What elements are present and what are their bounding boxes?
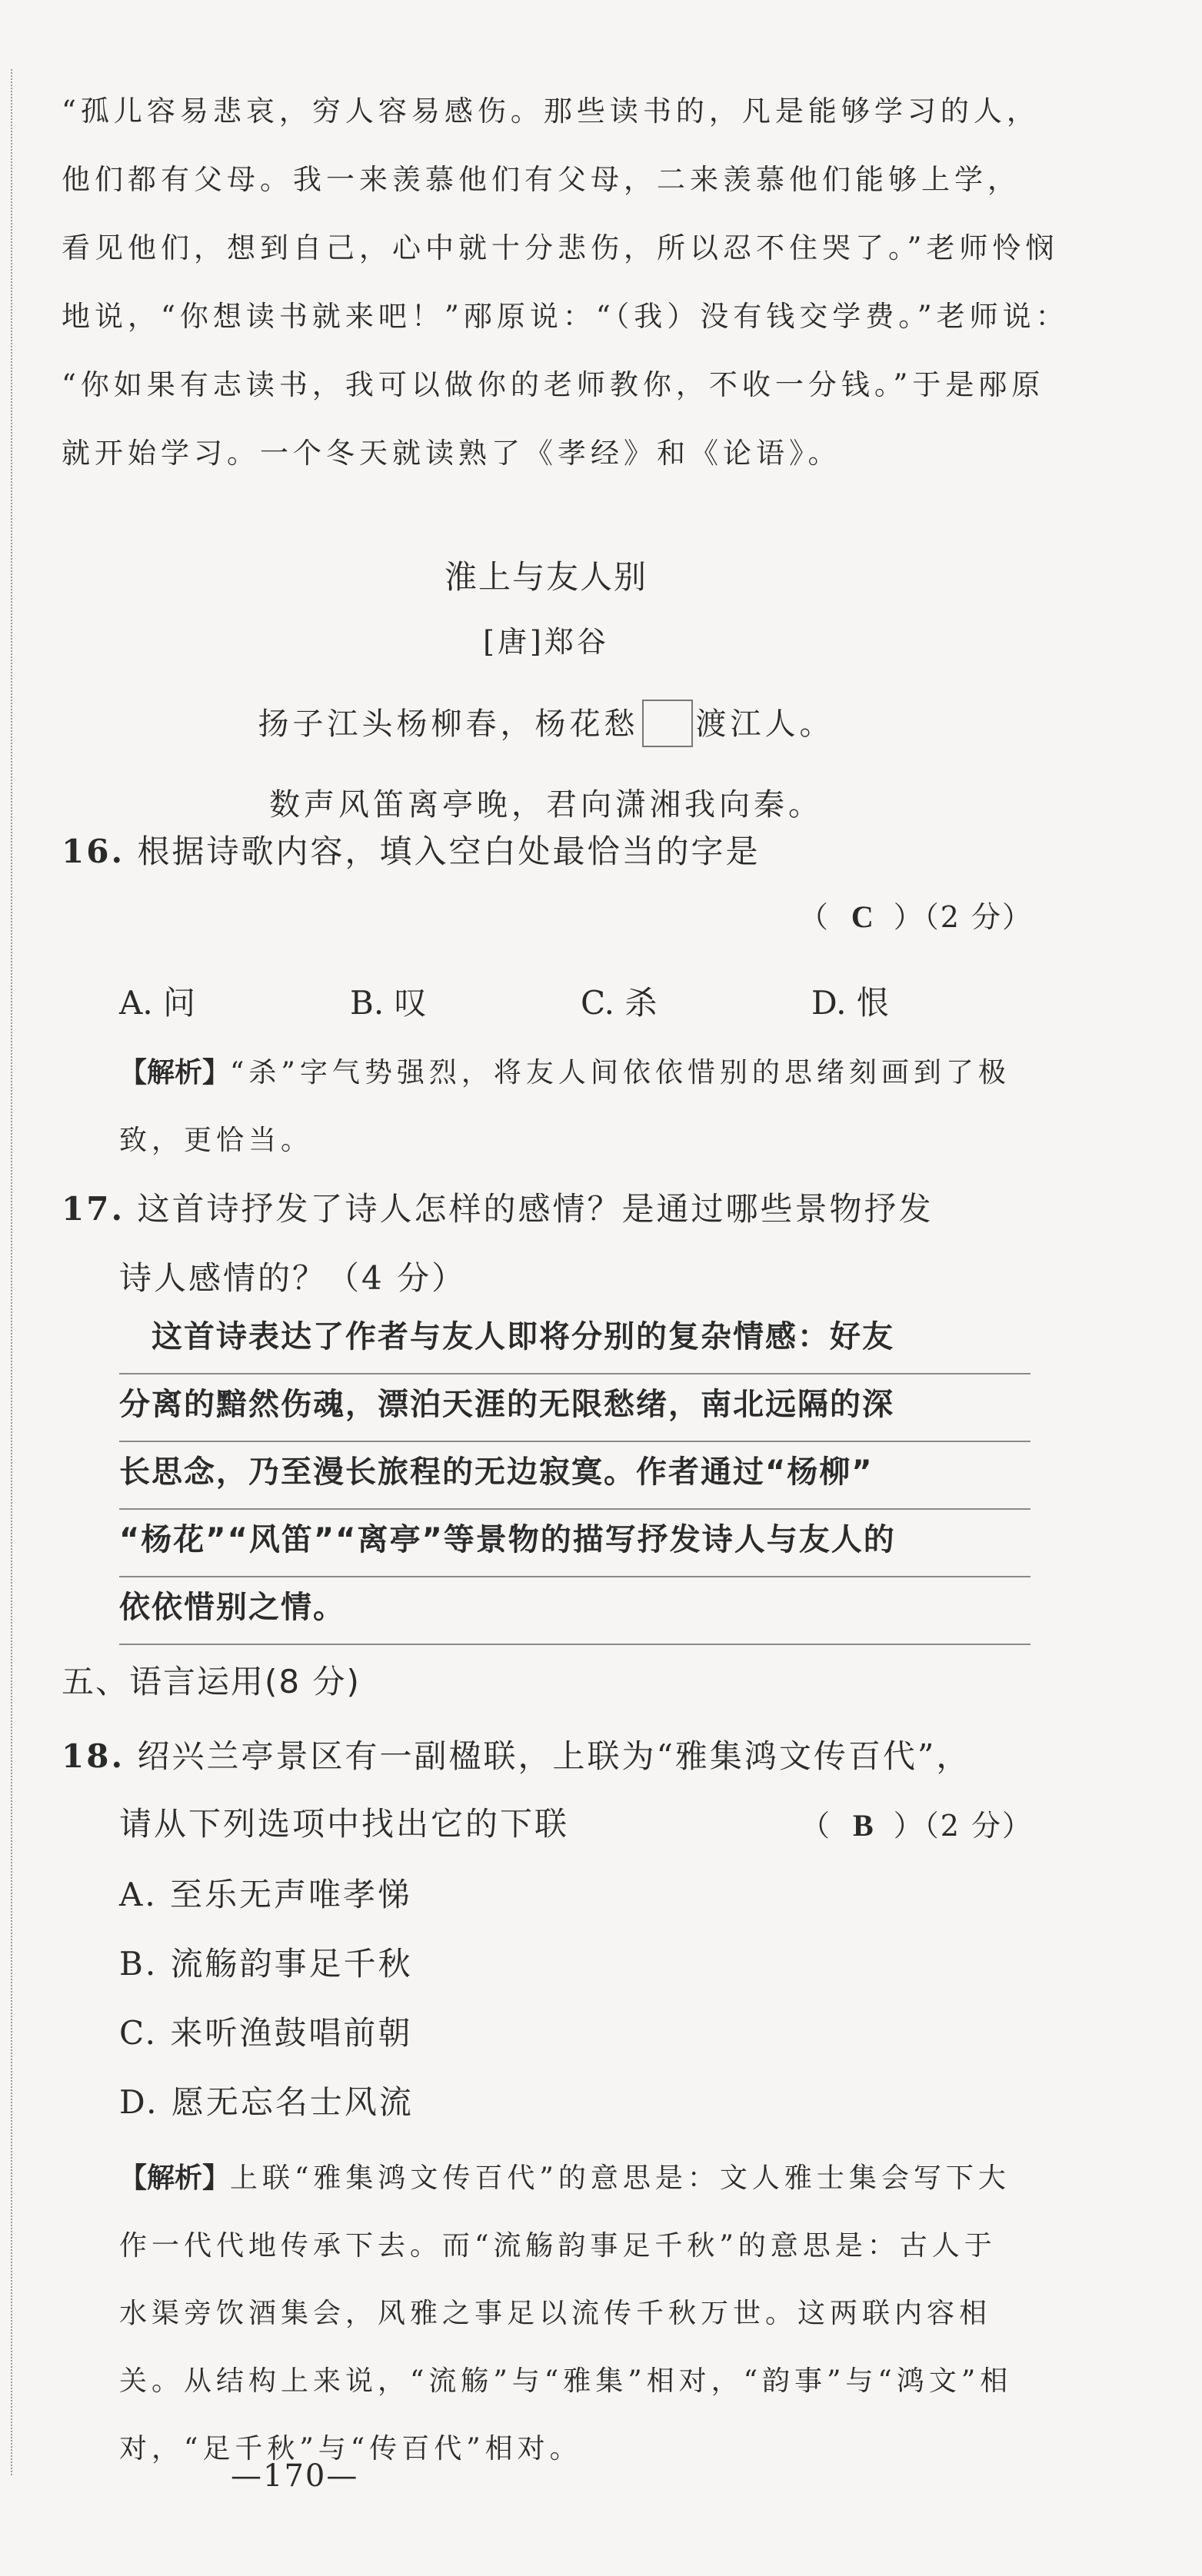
poem-author: [唐]郑谷 xyxy=(483,625,609,659)
option-b[interactable]: B. 叹 xyxy=(350,984,427,1022)
answer-letter: B xyxy=(853,1808,875,1843)
passage-line: “孤儿容易悲哀，穷人容易感伤。那些读书的，凡是能够学习的人， xyxy=(62,95,1040,128)
answer-slot-16 xyxy=(799,893,1033,936)
analysis-text: 作一代代地传承下去。而“流觞韵事足千秋”的意思是：古人于 xyxy=(119,2230,997,2262)
question-text: 绍兴兰亭景区有一副楹联，上联为“雅集鸿文传百代”， xyxy=(137,1737,971,1775)
paren-open: （ xyxy=(801,1809,832,1843)
poem-line-1-before: 扬子江头杨柳春，杨花愁 xyxy=(258,706,639,742)
analysis-text: 上联“雅集鸿文传百代”的意思是：文人雅士集会写下大 xyxy=(230,2162,1011,2194)
answer-line: 长思念，乃至漫长旅程的无边寂寞。作者通过“杨柳” xyxy=(119,1442,1031,1510)
binding-margin-line xyxy=(11,69,14,2475)
score-label: ）（2 分） xyxy=(893,1809,1033,1843)
question-16 xyxy=(62,826,1031,873)
poem-line-1 xyxy=(62,700,1031,750)
analysis-18 xyxy=(119,2145,1034,2483)
analysis-text: “杀”字气势强烈，将友人间依依惜别的思绪刻画到了极 xyxy=(230,1057,1011,1089)
option-d[interactable]: D. 恨 xyxy=(811,984,889,1022)
question-17 xyxy=(62,1184,1031,1230)
analysis-text: 对，“足千秋”与“传百代”相对。 xyxy=(119,2433,582,2465)
passage-line: “你如果有志读书，我可以做你的老师教你，不收一分钱。”于是邴原 xyxy=(62,368,1045,401)
translation-passage xyxy=(62,77,1069,487)
option-c[interactable]: C. 来听渔鼓唱前朝 xyxy=(119,2014,413,2052)
paren-open: （ xyxy=(798,900,830,934)
answer-slot-18 xyxy=(801,1802,1033,1844)
poem-title: 淮上与友人别 xyxy=(444,558,648,596)
page-number: —170— xyxy=(231,2458,359,2494)
options-16 xyxy=(119,978,1042,1024)
answer-line: 依依惜别之情。 xyxy=(119,1577,1031,1645)
analysis-tag: 【解析】 xyxy=(119,1057,231,1089)
question-number: 17. xyxy=(62,1190,125,1228)
answer-line: 这首诗表达了作者与友人即将分别的复杂情感：好友 xyxy=(119,1307,1031,1374)
poem-line-1-after: 渡江人。 xyxy=(695,706,834,742)
passage-line: 地说，“你想读书就来吧！”邴原说：“（我）没有钱交学费。”老师说： xyxy=(62,300,1069,333)
question-number: 18. xyxy=(62,1737,125,1775)
option-a[interactable]: A. 至乐无声唯孝悌 xyxy=(119,1876,413,1913)
answer-area-17[interactable] xyxy=(119,1307,1031,1645)
option-d[interactable]: D. 愿无忘名士风流 xyxy=(119,2083,414,2121)
question-text: 根据诗歌内容，填入空白处最恰当的字是 xyxy=(137,833,761,870)
answer-letter: C xyxy=(851,899,875,934)
question-18 xyxy=(62,1731,1031,1777)
analysis-text: 水渠旁饮酒集会，风雅之事足以流传千秋万世。这两联内容相 xyxy=(119,2298,992,2329)
passage-line: 就开始学习。一个冬天就读熟了《孝经》和《论语》。 xyxy=(62,437,841,470)
question-18-line2: 请从下列选项中找出它的下联 xyxy=(119,1805,570,1843)
option-c[interactable]: C. 杀 xyxy=(581,984,658,1022)
option-a[interactable]: A. 问 xyxy=(119,984,196,1022)
analysis-tag: 【解析】 xyxy=(119,2162,231,2194)
score-label: ）（2 分） xyxy=(893,900,1033,934)
fill-blank-box[interactable] xyxy=(642,700,693,747)
analysis-text: 关。从结构上来说，“流觞”与“雅集”相对，“韵事”与“鸿文”相 xyxy=(119,2365,1013,2397)
option-b[interactable]: B. 流觞韵事足千秋 xyxy=(119,1945,413,1983)
question-number: 16. xyxy=(62,833,125,870)
passage-line: 看见他们，想到自己，心中就十分悲伤，所以忍不住哭了。”老师怜悯 xyxy=(62,231,1059,264)
answer-line: 分离的黯然伤魂，漂泊天涯的无限愁绪，南北远隔的深 xyxy=(119,1374,1031,1442)
analysis-16 xyxy=(119,1039,1034,1175)
question-text: 这首诗抒发了诗人怎样的感情？是通过哪些景物抒发 xyxy=(137,1190,934,1228)
question-17-line2: 诗人感情的？（4 分） xyxy=(119,1259,467,1297)
passage-line: 他们都有父母。我一来羡慕他们有父母，二来羡慕他们能够上学， xyxy=(62,163,1021,196)
section-heading: 五、语言运用(8 分) xyxy=(62,1663,361,1700)
poem-line-2: 数声风笛离亭晚，君向潇湘我向秦。 xyxy=(269,787,823,823)
answer-line: “杨花”“风笛”“离亭”等景物的描写抒发诗人与友人的 xyxy=(119,1510,1031,1577)
analysis-text: 致，更恰当。 xyxy=(119,1125,314,1156)
